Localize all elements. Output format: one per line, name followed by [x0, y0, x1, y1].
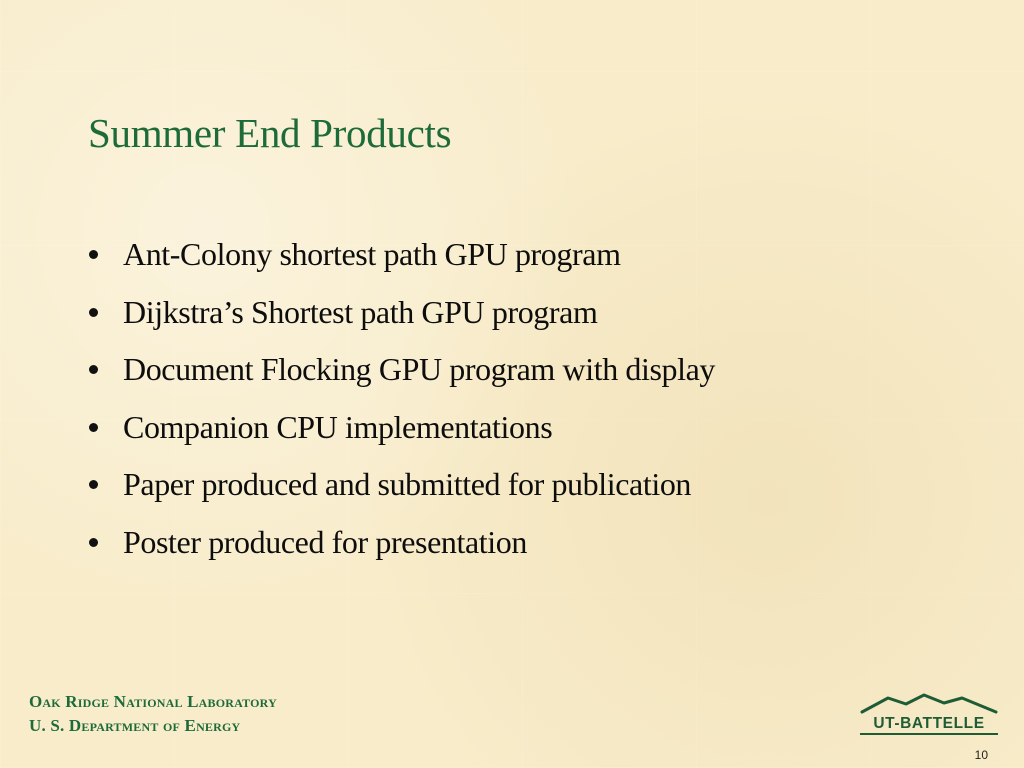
bullet-dot-icon — [89, 423, 98, 432]
ut-battelle-logo — [858, 690, 1000, 738]
bullet-dot-icon — [89, 250, 98, 259]
bullet-text: Paper produced and submitted for publication — [123, 466, 692, 503]
bullet-item — [86, 456, 986, 514]
department-name: U. S. Department of Energy — [29, 716, 241, 735]
bullet-dot-icon — [89, 538, 98, 547]
org-name: Oak Ridge National Laboratory — [29, 692, 277, 711]
logo-text: UT-BATTELLE — [873, 715, 985, 732]
bullet-item — [86, 341, 986, 399]
bullet-text: Poster produced for presentation — [123, 523, 527, 560]
bullet-text: Document Flocking GPU program with display — [123, 351, 716, 388]
page-number: 10 — [974, 748, 988, 762]
logo-graphic — [858, 690, 1000, 738]
bullet-text: Ant-Colony shortest path GPU program — [123, 236, 621, 273]
mountains-icon — [862, 695, 996, 712]
footer-org — [29, 690, 277, 738]
bullet-dot-icon — [89, 365, 98, 374]
bullet-text: Companion CPU implementations — [123, 408, 553, 445]
bullet-item — [86, 399, 986, 457]
bullet-item — [86, 226, 986, 284]
bullet-dot-icon — [89, 480, 98, 489]
bullet-dot-icon — [89, 308, 98, 317]
bullet-item — [86, 514, 986, 572]
slide-title: Summer End Products — [88, 110, 452, 156]
bullet-item — [86, 284, 986, 342]
bullet-text: Dijkstra’s Shortest path GPU program — [123, 293, 598, 330]
bullet-list — [86, 226, 986, 571]
